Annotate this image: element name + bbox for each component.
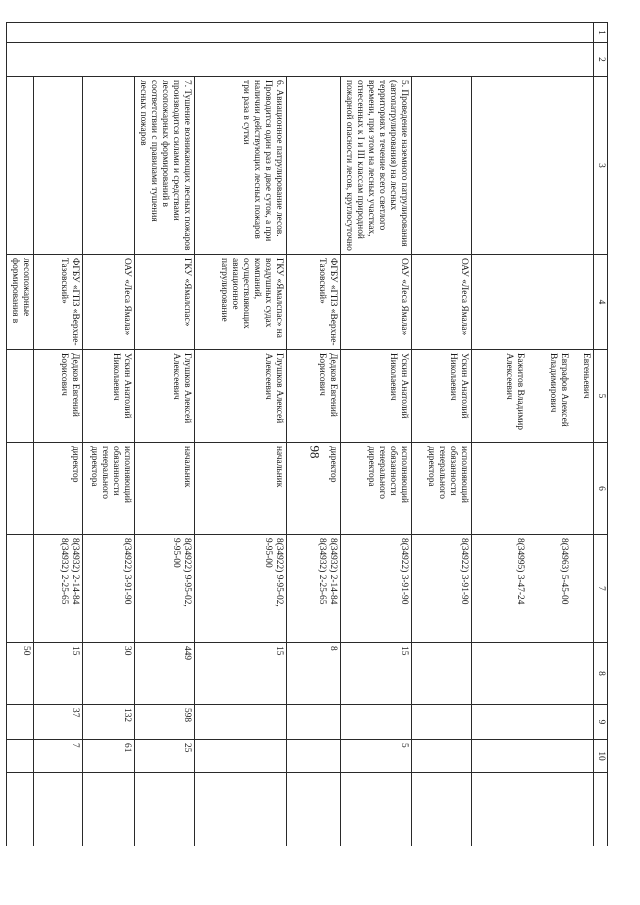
- table-row: [135, 23, 195, 846]
- header-cell-9: 9: [594, 705, 608, 740]
- cell-c8: 15: [195, 643, 287, 705]
- row-tail: [7, 773, 34, 846]
- cell-c4: ОАУ «Леса Ямала»: [341, 255, 412, 350]
- cell-c8: 30: [83, 643, 135, 705]
- cell-c8: [472, 643, 594, 705]
- cell-c9: [7, 705, 34, 740]
- cell-c7: 8(34922) 9-95-02, 9-95-00: [195, 535, 287, 643]
- cell-c3: [472, 77, 594, 255]
- cell-c6: начальник: [195, 443, 287, 535]
- cell-c9: [341, 705, 412, 740]
- cell-c10: 61: [83, 740, 135, 773]
- header-cell-8: 8: [594, 643, 608, 705]
- cell-c5: Ускин Анатолий Николаевич: [412, 350, 472, 443]
- table-row: [83, 23, 135, 846]
- cell-c9: [195, 705, 287, 740]
- data-table: [6, 22, 608, 846]
- cell-c8: 50: [7, 643, 34, 705]
- cell-c7: 8(34922) 3-91-90: [341, 535, 412, 643]
- header-cell-4: 4: [594, 255, 608, 350]
- table-body: [7, 23, 594, 846]
- cell-c8: 449: [135, 643, 195, 705]
- empty-col-2-cell: [7, 43, 594, 77]
- cell-c8: [412, 643, 472, 705]
- cell-c9: 598: [135, 705, 195, 740]
- cell-c6: [7, 443, 34, 535]
- cell-c4: ОАУ «Леса Ямала»: [412, 255, 472, 350]
- cell-c8: 8: [287, 643, 341, 705]
- cell-c10: [287, 740, 341, 773]
- table-row: [287, 23, 341, 846]
- header-cell-7: 7: [594, 535, 608, 643]
- cell-c8: 15: [34, 643, 83, 705]
- cell-c5: Глушков Алексей Алексеевич: [195, 350, 287, 443]
- cell-c6: директор: [34, 443, 83, 535]
- cell-c9: 132: [83, 705, 135, 740]
- cell-c7: [7, 535, 34, 643]
- cell-c3: [34, 77, 83, 255]
- row-tail: [341, 773, 412, 846]
- cell-c4: [472, 255, 594, 350]
- cell-c4: ОАУ «Леса Ямала»: [83, 255, 135, 350]
- cell-c6: исполняющий обязанности генерального директора: [83, 443, 135, 535]
- row-tail: [83, 773, 135, 846]
- table-row: [195, 23, 287, 846]
- row-tail: [135, 773, 195, 846]
- cell-c7: 8(34922) 3-91-90: [83, 535, 135, 643]
- cell-c5: Глушков Алексей Алексеевич: [135, 350, 195, 443]
- cell-c7: 8(34922) 3-91-90: [412, 535, 472, 643]
- cell-c5: [7, 350, 34, 443]
- cell-c4: ГКУ «Ямалспас» на воздушных судах компаний, осуществляющих авиационное патрулирование: [195, 255, 287, 350]
- cell-c5: Ускин Анатолий Николаевич: [341, 350, 412, 443]
- cell-c3: [83, 77, 135, 255]
- header-cell-3: 3: [594, 77, 608, 255]
- cell-c10: [472, 740, 594, 773]
- cell-c9: 37: [34, 705, 83, 740]
- cell-c7: 8(34922) 9-95-02, 9-95-00: [135, 535, 195, 643]
- header-row: [594, 23, 608, 846]
- cell-c6: директор: [287, 443, 341, 535]
- table-row: [412, 23, 472, 846]
- table-row: [34, 23, 83, 846]
- header-tail: [594, 773, 608, 846]
- cell-c5: Евгеньевич Евграфов Алексей Владимирович Бажитов Владимир Алексеевич: [472, 350, 594, 443]
- cell-c10: 25: [135, 740, 195, 773]
- header-cell-10: 10: [594, 740, 608, 773]
- cell-c6: исполняющий обязанности генерального директора: [341, 443, 412, 535]
- table-row: [7, 23, 34, 846]
- cell-c6: [472, 443, 594, 535]
- row-tail: [195, 773, 287, 846]
- cell-c4: лесопожарные формирования в: [7, 255, 34, 350]
- cell-c10: [195, 740, 287, 773]
- cell-c3: [287, 77, 341, 255]
- header-cell-2: 2: [594, 43, 608, 77]
- cell-c10: 7: [34, 740, 83, 773]
- cell-c6: исполняющий обязанности генерального директора: [412, 443, 472, 535]
- cell-c3: 6. Авиационное патрулирование лесов. Проводится один раз в двое суток, а при наличии действующих лесных пожаров три раза в сутки: [195, 77, 287, 255]
- rotated-table-container: [10, 22, 608, 845]
- cell-c10: [412, 740, 472, 773]
- cell-c4: ГКУ «Ямалспас»: [135, 255, 195, 350]
- cell-c8: 15: [341, 643, 412, 705]
- cell-c10: [7, 740, 34, 773]
- row-tail: [412, 773, 472, 846]
- cell-c3: [7, 77, 34, 255]
- cell-c9: [287, 705, 341, 740]
- row-tail: [34, 773, 83, 846]
- cell-c3: [412, 77, 472, 255]
- header-cell-6: 6: [594, 443, 608, 535]
- cell-c7: 8(34932) 2-14-84 8(34932) 2-25-65: [34, 535, 83, 643]
- cell-c3: 5. Проведение наземного патрулирования (автопатрулирования) на лесных территориях в течение всего светлого времени, при этом на лесных участках, отнесенных к I и III классам природной пожарной опасности лесов, круглосуточно: [341, 77, 412, 255]
- cell-c4: ФГБУ «ГПЗ «Верхне-Тазовский»: [34, 255, 83, 350]
- cell-c7: 8(34963) 5-45-00 8(34995) 3-47-24: [472, 535, 594, 643]
- cell-c3: 7. Тушение возникающих лесных пожаров производится силами и средствами лесопожарных формирований в соответствии с правилами тушения лесных пожаров: [135, 77, 195, 255]
- cell-c7: 8(34932) 2-14-84 8(34932) 2-25-65: [287, 535, 341, 643]
- row-tail: [472, 773, 594, 846]
- header-cell-1: 1: [594, 23, 608, 43]
- empty-col-1-cell: [7, 23, 594, 43]
- cell-c5: Дедков Евгений Борисович: [34, 350, 83, 443]
- cell-c4: ФГБУ «ГПЗ «Верхне-Тазовский»: [287, 255, 341, 350]
- cell-c6: начальник: [135, 443, 195, 535]
- page-number: 98: [307, 445, 323, 459]
- cell-c9: [472, 705, 594, 740]
- cell-c10: 5: [341, 740, 412, 773]
- table-row: [472, 23, 594, 846]
- table-row: [341, 23, 412, 846]
- row-tail: [287, 773, 341, 846]
- cell-c5: Ускин Анатолий Николаевич: [83, 350, 135, 443]
- header-cell-5: 5: [594, 350, 608, 443]
- cell-c5: Дедков Евгений Борисович: [287, 350, 341, 443]
- cell-c9: [412, 705, 472, 740]
